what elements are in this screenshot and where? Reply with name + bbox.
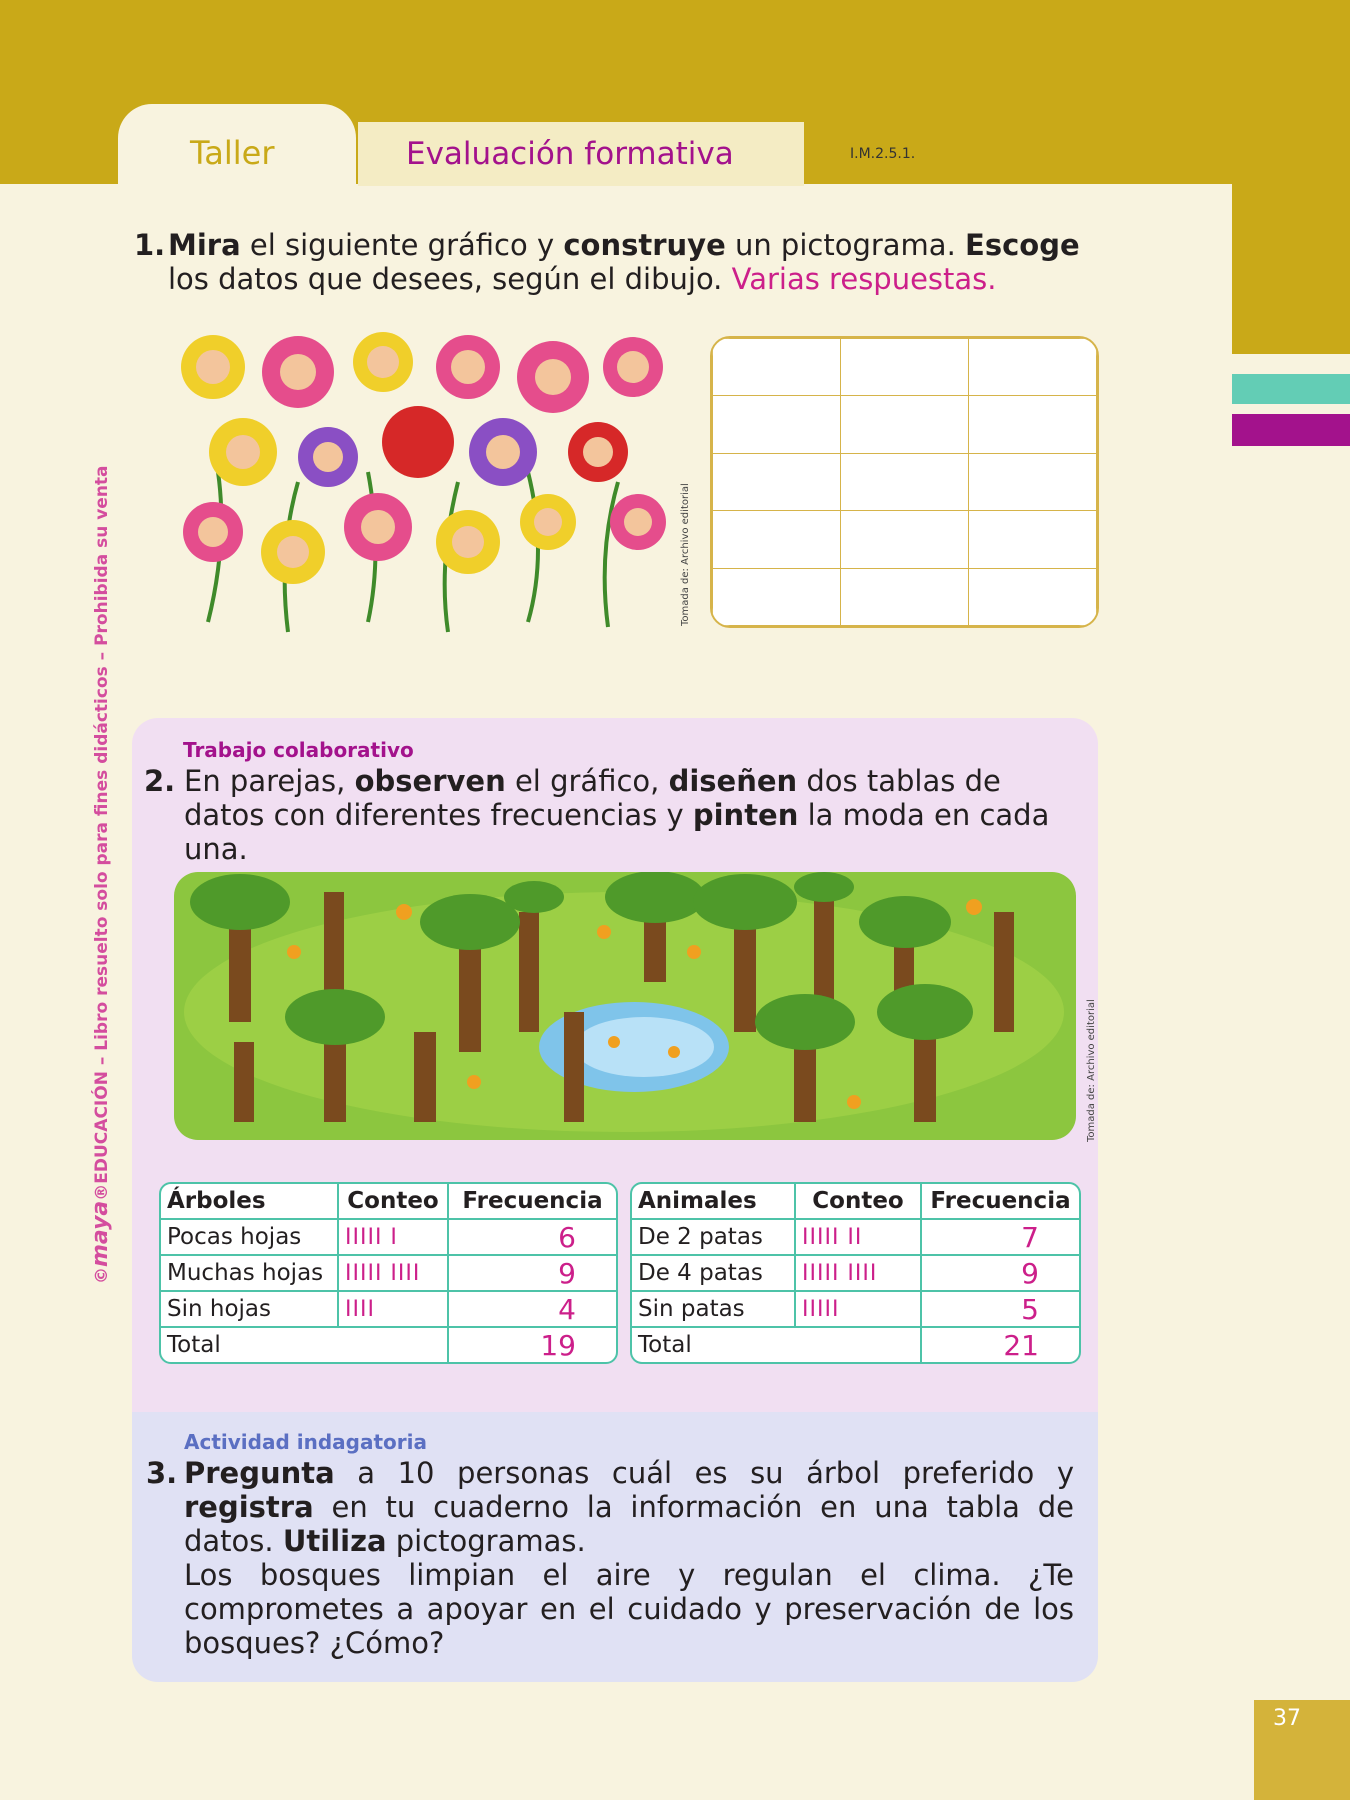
total-label: Total [161,1327,448,1362]
header-arboles: Árboles [161,1184,338,1219]
q2-verb-pinten: pinten [692,798,799,832]
grid-cell[interactable] [841,396,969,453]
question-1 [134,228,1104,296]
q3-text-2: en tu cuaderno la información en una tabla de datos. [184,1490,1074,1558]
animals-frequency-table [630,1182,1081,1364]
q1-text-3: los datos que desees, según el dibujo. [168,262,723,296]
q2-text-2: el gráfico, [505,764,669,798]
grid-cell[interactable] [841,511,969,568]
side-band [1232,184,1350,354]
header-animales: Animales [632,1184,795,1219]
table-row [632,1291,1079,1327]
row-frequency: 6 [448,1219,616,1255]
q2-text-3: dos tablas de datos con diferentes frecuencias y [184,764,1001,832]
row-frequency: 9 [921,1255,1079,1291]
row-label: Sin hojas [161,1291,338,1327]
grid-cell[interactable] [713,453,841,510]
table-header-row [632,1184,1079,1219]
row-tally: IIIII [795,1291,921,1327]
row-label: De 2 patas [632,1219,795,1255]
q2-verb-observen: observen [354,764,506,798]
question-2-text [184,764,1084,866]
table-row [161,1291,616,1327]
table-header-row [161,1184,616,1219]
table-row [632,1219,1079,1255]
image-credit-1: Tomada de: Archivo editorial [680,483,691,626]
forest-illustration [174,872,1076,1140]
table-total-row [632,1327,1079,1362]
row-label: Muchas hojas [161,1255,338,1291]
question-3-number: 3. [146,1456,178,1490]
total-label: Total [632,1327,921,1362]
row-label: De 4 patas [632,1255,795,1291]
brand-maya: maya [88,1200,113,1267]
registered-symbol: ® [92,1183,112,1201]
total-value: 19 [448,1327,616,1362]
row-frequency: 5 [921,1291,1079,1327]
table-row [161,1255,616,1291]
page-number: 37 [1273,1706,1301,1731]
row-label: Sin patas [632,1291,795,1327]
row-tally: IIIII IIII [795,1255,921,1291]
pictogram-table [712,338,1097,626]
collaborative-subtitle: Trabajo colaborativo [183,738,414,762]
grid-cell[interactable] [969,339,1097,396]
q3-text-1: a 10 personas cuál es su árbol preferido y [334,1456,1074,1490]
q1-verb-escoge: Escoge [965,228,1080,262]
header-frecuencia: Frecuencia [448,1184,616,1219]
copyright-sidebar [88,465,113,1284]
table-total-row [161,1327,616,1362]
grid-cell[interactable] [841,568,969,625]
row-tally: IIIII II [795,1219,921,1255]
flowers-illustration [168,322,674,642]
tab-taller-label: Taller [190,134,275,172]
purple-stripe [1232,414,1350,446]
copyright-text: EDUCACIÓN – Libro resuelto solo para fines didácticos – Prohibida su venta [92,465,112,1184]
grid-cell[interactable] [841,453,969,510]
row-tally: IIIII IIII [338,1255,448,1291]
table-row [161,1219,616,1255]
q2-text-4: la moda en cada una. [184,798,1050,866]
header-frecuencia: Frecuencia [921,1184,1079,1219]
q3-verb-pregunta: Pregunta [184,1456,335,1490]
header-conteo: Conteo [338,1184,448,1219]
question-2-number: 2. [144,764,176,798]
grid-cell[interactable] [969,453,1097,510]
grid-cell[interactable] [841,339,969,396]
row-tally: IIII [338,1291,448,1327]
q1-text-1: el siguiente gráfico y [240,228,564,262]
tab-evaluacion-label: Evaluación formativa [406,136,734,172]
pictogram-grid[interactable] [710,336,1099,628]
q1-answer: Varias respuestas. [731,262,997,296]
row-frequency: 4 [448,1291,616,1327]
image-credit-2: Tomada de: Archivo editorial [1086,999,1097,1142]
q3-verb-registra: registra [184,1490,314,1524]
row-frequency: 7 [921,1219,1079,1255]
row-label: Pocas hojas [161,1219,338,1255]
q3-verb-utiliza: Utiliza [282,1524,387,1558]
tab-evaluacion [358,122,804,186]
grid-cell[interactable] [969,568,1097,625]
trees-frequency-table [159,1182,618,1364]
q2-verb-disenen: diseñen [668,764,798,798]
q1-verb-mira: Mira [168,228,241,262]
q3-text-3: pictogramas. [386,1524,586,1558]
grid-cell[interactable] [713,396,841,453]
grid-cell[interactable] [969,511,1097,568]
question-3-text [184,1456,1074,1558]
inquiry-subtitle: Actividad indagatoria [184,1430,427,1454]
total-value: 21 [921,1327,1079,1362]
tab-taller [118,104,356,190]
row-frequency: 9 [448,1255,616,1291]
teal-stripe [1232,374,1350,404]
grid-cell[interactable] [713,568,841,625]
q1-verb-construye: construye [563,228,726,262]
grid-cell[interactable] [713,511,841,568]
q1-text-2: un pictograma. [725,228,966,262]
copyright-symbol: © [92,1267,112,1284]
grid-cell[interactable] [969,396,1097,453]
question-3 [146,1456,1074,1660]
question-3-reflection: Los bosques limpian el aire y regulan el clima. ¿Te comprometes a apoyar en el cuidado y preservación de los bosques? ¿Cómo? [184,1558,1074,1660]
question-1-text [168,228,1104,296]
table-row [632,1255,1079,1291]
row-tally: IIIII I [338,1219,448,1255]
indicator-code: I.M.2.5.1. [850,146,916,162]
q2-text-1: En parejas, [184,764,355,798]
grid-cell[interactable] [713,339,841,396]
question-1-number: 1. [134,228,166,262]
question-2 [144,764,1084,866]
header-conteo: Conteo [795,1184,921,1219]
